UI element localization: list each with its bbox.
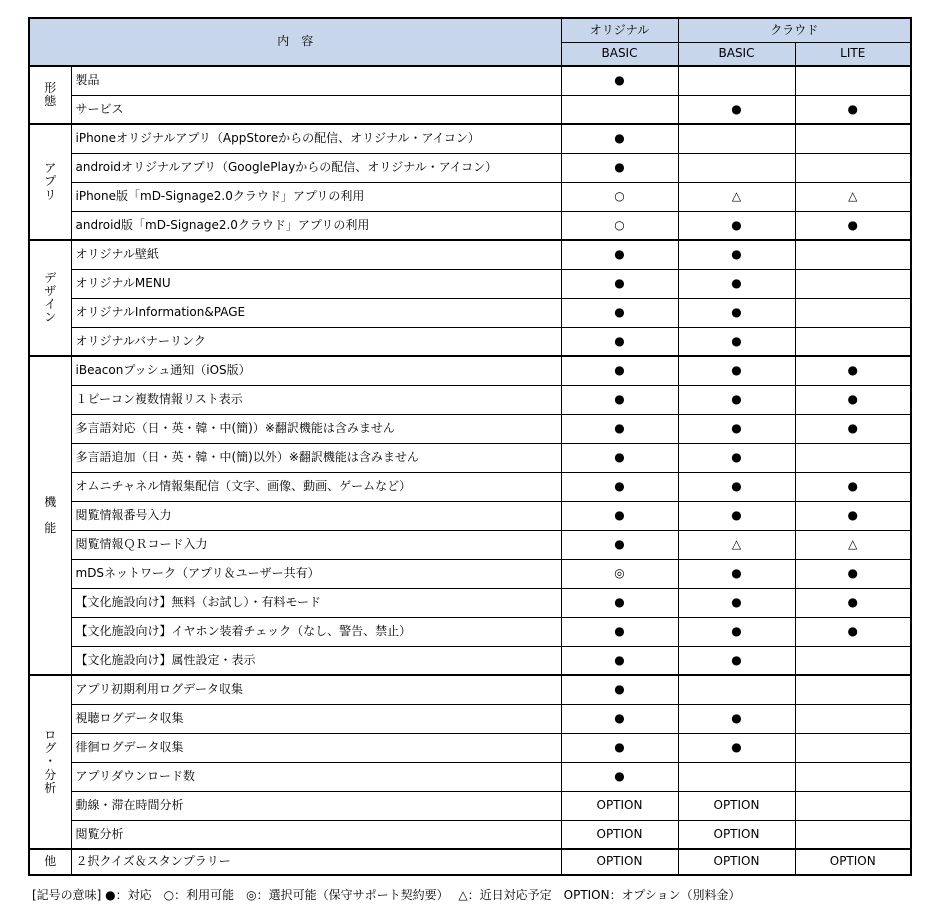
cloud-lite-cell [795,646,911,675]
feature-label: androidオリジナルアプリ（GooglePlayからの配信、オリジナル・アイコン） [71,153,561,182]
feature-label: アプリ初期利用ログデータ収集 [71,675,561,704]
table-row [29,385,911,414]
cloud-lite-cell: ● [795,472,911,501]
table-row [29,762,911,791]
cloud-lite-cell [795,66,911,95]
header-cloud-lite: LITE [795,42,911,66]
table-row [29,617,911,646]
feature-label: 視聴ログデータ収集 [71,704,561,733]
cloud-basic-cell: ● [678,269,795,298]
original-basic-cell: ● [561,124,678,153]
cloud-basic-cell: ● [678,240,795,269]
feature-label: オリジナルMENU [71,269,561,298]
cloud-basic-cell [678,153,795,182]
cloud-lite-cell: ● [795,95,911,124]
feature-label: ２択クイズ＆スタンプラリー [71,849,561,875]
original-basic-cell: ● [561,501,678,530]
feature-label: iBeaconプッシュ通知（iOS版） [71,356,561,385]
cloud-basic-cell: OPTION [678,791,795,820]
feature-label: 閲覧情報番号入力 [71,501,561,530]
original-basic-cell: ○ [561,211,678,240]
original-basic-cell: ● [561,153,678,182]
original-basic-cell: ● [561,66,678,95]
cloud-lite-cell: △ [795,530,911,559]
cloud-basic-cell: △ [678,182,795,211]
original-basic-cell: OPTION [561,791,678,820]
table-row [29,414,911,443]
table-row [29,559,911,588]
cloud-lite-cell [795,820,911,849]
cloud-lite-cell [795,124,911,153]
original-basic-cell: ● [561,646,678,675]
original-basic-cell: ● [561,588,678,617]
original-basic-cell: ● [561,472,678,501]
cloud-basic-cell: ● [678,211,795,240]
feature-label: 徘徊ログデータ収集 [71,733,561,762]
original-basic-cell: ● [561,385,678,414]
comparison-table [28,17,912,876]
table-row [29,211,911,240]
cloud-lite-cell: ● [795,414,911,443]
table-row [29,820,911,849]
cloud-basic-cell [678,66,795,95]
original-basic-cell: ● [561,733,678,762]
original-basic-cell: OPTION [561,849,678,875]
original-basic-cell: ● [561,414,678,443]
feature-label: オリジナルInformation&PAGE [71,298,561,327]
table-row [29,704,911,733]
cloud-basic-cell: ● [678,95,795,124]
table-row [29,849,911,875]
feature-label: オリジナルバナーリンク [71,327,561,356]
cloud-lite-cell [795,733,911,762]
cloud-lite-cell [795,704,911,733]
table-row [29,240,911,269]
cloud-basic-cell: ● [678,588,795,617]
original-basic-cell: ◎ [561,559,678,588]
category-cell: ア プ リ [29,124,71,240]
cloud-lite-cell: ● [795,385,911,414]
table-row [29,646,911,675]
table-body [29,66,911,875]
cloud-basic-cell: ● [678,646,795,675]
category-cell: 形 態 [29,66,71,124]
table-row [29,66,911,95]
table-row [29,298,911,327]
table-row [29,153,911,182]
cloud-lite-cell: ● [795,559,911,588]
cloud-basic-cell: OPTION [678,849,795,875]
table-row [29,733,911,762]
feature-label: 多言語対応（日・英・韓・中(簡)）※翻訳機能は含みません [71,414,561,443]
cloud-basic-cell: ● [678,385,795,414]
feature-label: 【文化施設向け】イヤホン装着チェック（なし、警告、禁止） [71,617,561,646]
cloud-basic-cell: ● [678,414,795,443]
table-row [29,501,911,530]
cloud-lite-cell: ● [795,356,911,385]
cloud-basic-cell: ● [678,704,795,733]
cloud-basic-cell [678,124,795,153]
feature-label: オリジナル壁紙 [71,240,561,269]
table-row [29,588,911,617]
original-basic-cell: ● [561,269,678,298]
cloud-lite-cell [795,240,911,269]
original-basic-cell [561,95,678,124]
feature-label: 閲覧分析 [71,820,561,849]
cloud-basic-cell: ● [678,356,795,385]
table-row [29,124,911,153]
category-cell: 機 能 [29,356,71,675]
cloud-basic-cell [678,675,795,704]
cloud-lite-cell [795,443,911,472]
cloud-lite-cell: △ [795,182,911,211]
feature-label: 製品 [71,66,561,95]
original-basic-cell: ● [561,762,678,791]
table-row [29,675,911,704]
table-row [29,472,911,501]
cloud-lite-cell: ● [795,211,911,240]
feature-label: 【文化施設向け】無料（お試し）・有料モード [71,588,561,617]
cloud-basic-cell: ● [678,617,795,646]
original-basic-cell: ● [561,356,678,385]
category-cell: ロ グ ・ 分 析 [29,675,71,849]
header-cloud-group: クラウド [678,18,911,42]
cloud-lite-cell: OPTION [795,849,911,875]
cloud-lite-cell [795,327,911,356]
original-basic-cell: OPTION [561,820,678,849]
original-basic-cell: ● [561,443,678,472]
feature-label: １ビーコン複数情報リスト表示 [71,385,561,414]
table-row [29,327,911,356]
original-basic-cell: ● [561,298,678,327]
cloud-lite-cell: ● [795,588,911,617]
table-row [29,182,911,211]
original-basic-cell: ● [561,530,678,559]
feature-label: サービス [71,95,561,124]
cloud-lite-cell: ● [795,617,911,646]
original-basic-cell: ● [561,704,678,733]
feature-label: mDSネットワーク（アプリ＆ユーザー共有） [71,559,561,588]
cloud-lite-cell [795,762,911,791]
original-basic-cell: ● [561,327,678,356]
cloud-lite-cell [795,791,911,820]
original-basic-cell: ● [561,675,678,704]
table-row [29,356,911,385]
header-cloud-basic: BASIC [678,42,795,66]
feature-label: 動線・滞在時間分析 [71,791,561,820]
feature-label: 閲覧情報ＱＲコード入力 [71,530,561,559]
cloud-lite-cell: ● [795,501,911,530]
feature-label: オムニチャネル情報集配信（文字、画像、動画、ゲームなど） [71,472,561,501]
cloud-basic-cell: OPTION [678,820,795,849]
feature-label: iPhone版「mD-Signage2.0クラウド」アプリの利用 [71,182,561,211]
cloud-basic-cell: ● [678,298,795,327]
feature-label: アプリダウンロード数 [71,762,561,791]
original-basic-cell: ○ [561,182,678,211]
header-original-group: オリジナル [561,18,678,42]
table-row [29,791,911,820]
table-row [29,95,911,124]
header-original-basic: BASIC [561,42,678,66]
cloud-basic-cell: ● [678,472,795,501]
cloud-basic-cell: ● [678,327,795,356]
cloud-lite-cell [795,269,911,298]
cloud-lite-cell [795,153,911,182]
category-cell: 他 [29,849,71,875]
cloud-basic-cell: ● [678,501,795,530]
cloud-lite-cell [795,675,911,704]
table-row [29,530,911,559]
cloud-lite-cell [795,298,911,327]
header-content: 内 容 [29,18,561,66]
cloud-basic-cell: ● [678,733,795,762]
feature-label: 多言語追加（日・英・韓・中(簡)以外）※翻訳機能は含みません [71,443,561,472]
feature-label: android版「mD-Signage2.0クラウド」アプリの利用 [71,211,561,240]
category-cell: デ ザ イ ン [29,240,71,356]
feature-label: iPhoneオリジナルアプリ（AppStoreからの配信、オリジナル・アイコン） [71,124,561,153]
cloud-basic-cell: ● [678,559,795,588]
cloud-basic-cell [678,762,795,791]
cloud-basic-cell: ● [678,443,795,472]
original-basic-cell: ● [561,617,678,646]
legend: [記号の意味] ●：対応 ○：利用可能 ◎：選択可能（保守サポート契約要） △：近日対応予定 OPTION：オプション（別料金） [32,888,741,902]
table-row [29,443,911,472]
table-row [29,269,911,298]
cloud-basic-cell: △ [678,530,795,559]
original-basic-cell: ● [561,240,678,269]
feature-label: 【文化施設向け】属性設定・表示 [71,646,561,675]
